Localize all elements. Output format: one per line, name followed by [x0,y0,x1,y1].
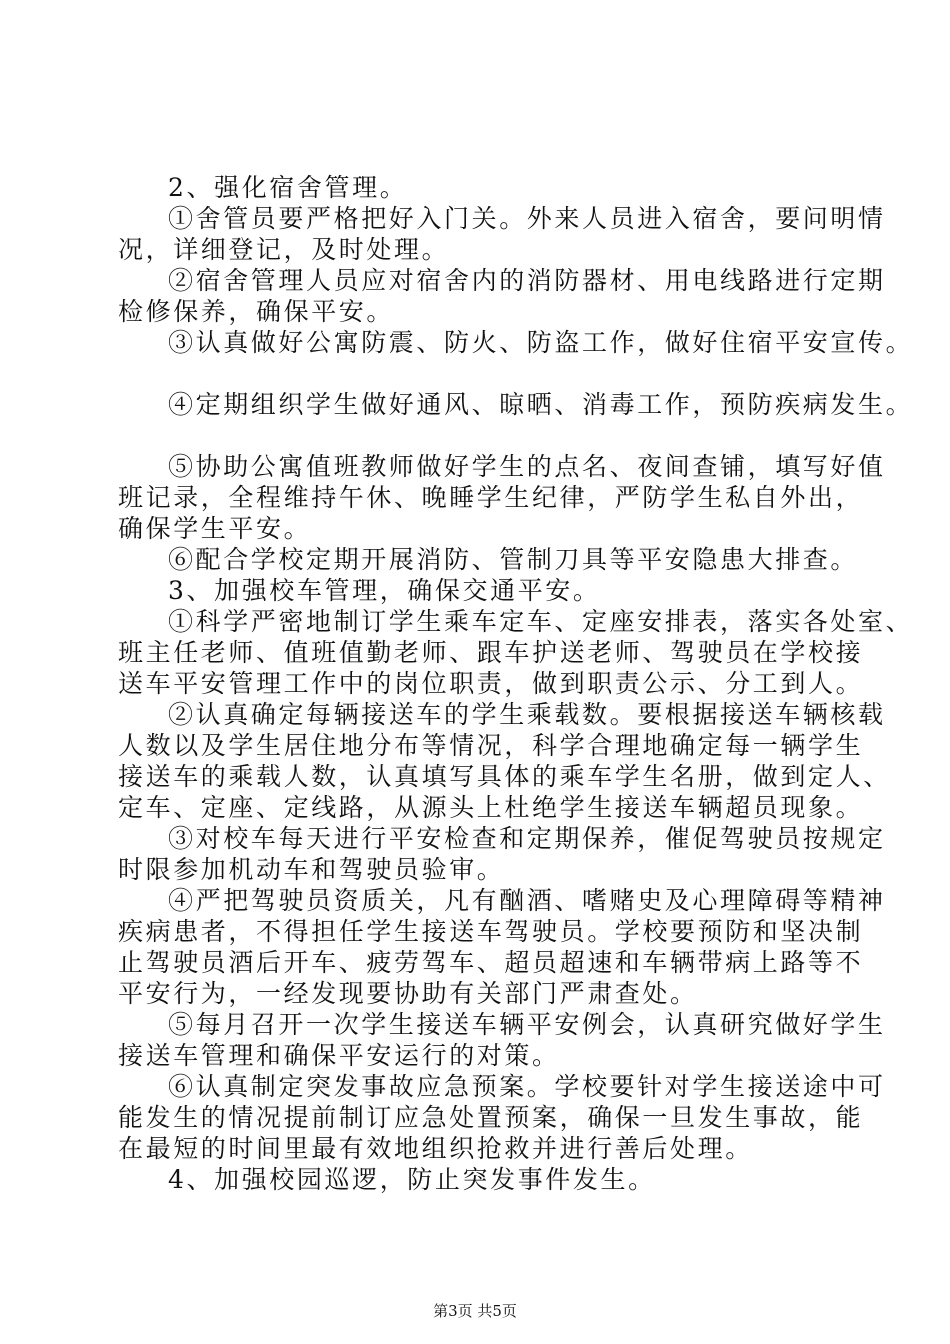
text-line: ②宿舍管理人员应对宿舍内的消防器材、用电线路进行定期 [168,266,886,295]
text-line: 2、强化宿舍管理。 [168,173,408,202]
text-line: 人数以及学生居住地分布等情况，科学合理地确定每一辆学生 [118,731,864,760]
text-line: ⑥认真制定突发事故应急预案。学校要针对学生接送途中可 [168,1072,886,1101]
text-line: 检修保养，确保平安。 [118,297,395,326]
text-line: 平安行为，一经发现要协助有关部门严肃查处。 [118,979,698,1008]
document-body [118,172,914,1195]
text-line: ⑤每月召开一次学生接送车辆平安例会，认真研究做好学生 [168,1010,886,1039]
text-line: 3、加强校车管理，确保交通平安。 [168,576,601,605]
text-line: 班记录，全程维持午休、晚睡学生纪律，严防学生私自外出， [118,483,864,512]
text-line: ⑥配合学校定期开展消防、管制刀具等平安隐患大排查。 [168,545,859,574]
text-line: 在最短的时间里最有效地组织抢救并进行善后处理。 [118,1134,753,1163]
text-line: 班主任老师、值班值勤老师、跟车护送老师、驾驶员在学校接 [118,638,864,667]
text-line: 接送车的乘载人数，认真填写具体的乘车学生名册，做到定人、 [118,762,891,791]
text-line: ③认真做好公寓防震、防火、防盗工作，做好住宿平安宣传。 [168,328,914,357]
text-line: ⑤协助公寓值班教师做好学生的点名、夜间查铺，填写好值 [168,452,886,481]
blank-line [118,420,878,451]
text-line: 能发生的情况提前制订应急处置预案，确保一旦发生事故，能 [118,1103,864,1132]
page-footer: 第3页 共5页 [433,1302,517,1320]
text-line: 况，详细登记，及时处理。 [118,235,450,264]
blank-line [118,358,878,389]
text-line: 时限参加机动车和驾驶员验审。 [118,855,505,884]
text-line: ①科学严密地制订学生乘车定车、定座安排表，落实各处室、 [168,607,914,636]
text-line: 疾病患者，不得担任学生接送车驾驶员。学校要预防和坚决制 [118,917,864,946]
text-line: 接送车管理和确保平安运行的对策。 [118,1041,560,1070]
text-line: 确保学生平安。 [118,514,312,543]
text-line: 定车、定座、定线路，从源头上杜绝学生接送车辆超员现象。 [118,793,864,822]
text-line: ④定期组织学生做好通风、晾晒、消毒工作，预防疾病发生。 [168,390,914,419]
text-line: 止驾驶员酒后开车、疲劳驾车、超员超速和车辆带病上路等不 [118,948,864,977]
text-line: ④严把驾驶员资质关，凡有酗酒、嗜赌史及心理障碍等精神 [168,886,886,915]
text-line: ③对校车每天进行平安检查和定期保养，催促驾驶员按规定 [168,824,886,853]
text-line: 送车平安管理工作中的岗位职责，做到职责公示、分工到人。 [118,669,864,698]
text-line: ②认真确定每辆接送车的学生乘载数。要根据接送车辆核载 [168,700,886,729]
text-line: ①舍管员要严格把好入门关。外来人员进入宿舍，要问明情 [168,204,886,233]
text-line: 4、加强校园巡逻，防止突发事件发生。 [168,1165,656,1194]
